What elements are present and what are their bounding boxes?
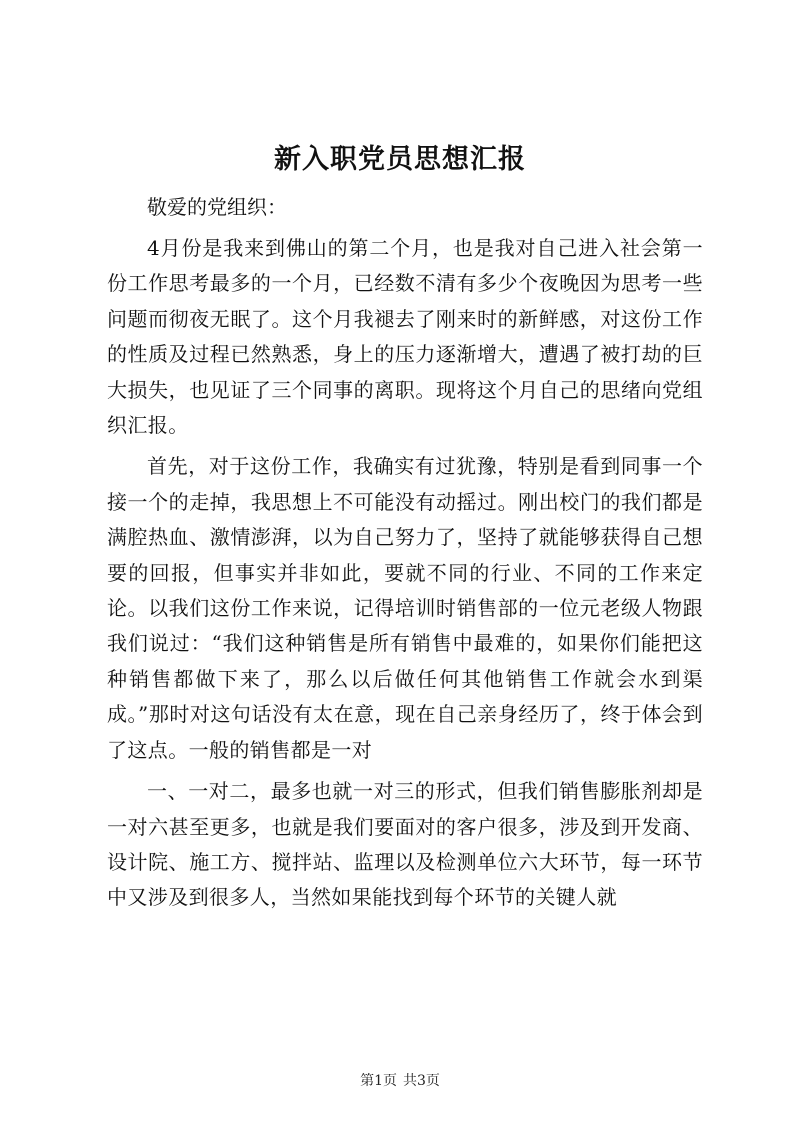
document-body: [107, 190, 703, 916]
page-footer: [0, 1071, 800, 1091]
page-total: 共3页: [403, 1073, 440, 1089]
document-title: 新入职党员思想汇报: [274, 144, 526, 175]
paragraph-3: 一、一对二，最多也就一对三的形式，但我们销售膨胀剂却是一对六甚至更多，也就是我们要面对的客户很多，涉及到开发商、设计院、施工方、搅拌站、监理以及检测单位六大环节，每一环节中又涉及到很多人，当然如果能找到每个环节的关键人就: [107, 779, 703, 910]
paragraph-1: 4月份是我来到佛山的第二个月，也是我对自己进入社会第一份工作思考最多的一个月，已经数不清有多少个夜晚因为思考一些问题而彻夜无眠了。这个月我褪去了刚来时的新鲜感，对这份工作的性质及过程已然熟悉，身上的压力逐渐增大，遭遇了被打劫的巨大损失，也见证了三个同事的离职。现将这个月自己的思绪向党组织汇报。: [107, 236, 703, 438]
paragraph-2: 首先，对于这份工作，我确实有过犹豫，特别是看到同事一个接一个的走掉，我思想上不可能没有动摇过。刚出校门的我们都是满腔热血、激情澎湃，以为自己努力了，坚持了就能够获得自己想要的回报，但事实并非如此，要就不同的行业、不同的工作来定论。以我们这份工作来说，记得培训时销售部的一位元老级人物跟我们说过：“我们这种销售是所有销售中最难的，如果你们能把这种销售都做下来了，那么以后做任何其他销售工作就会水到渠成。”那时对这句话没有太在意，现在自己亲身经历了，终于体会到了这点。一般的销售都是一对: [107, 454, 703, 762]
page-number: 第1页: [360, 1073, 397, 1089]
salutation: 敬爱的党组织：: [147, 195, 287, 219]
